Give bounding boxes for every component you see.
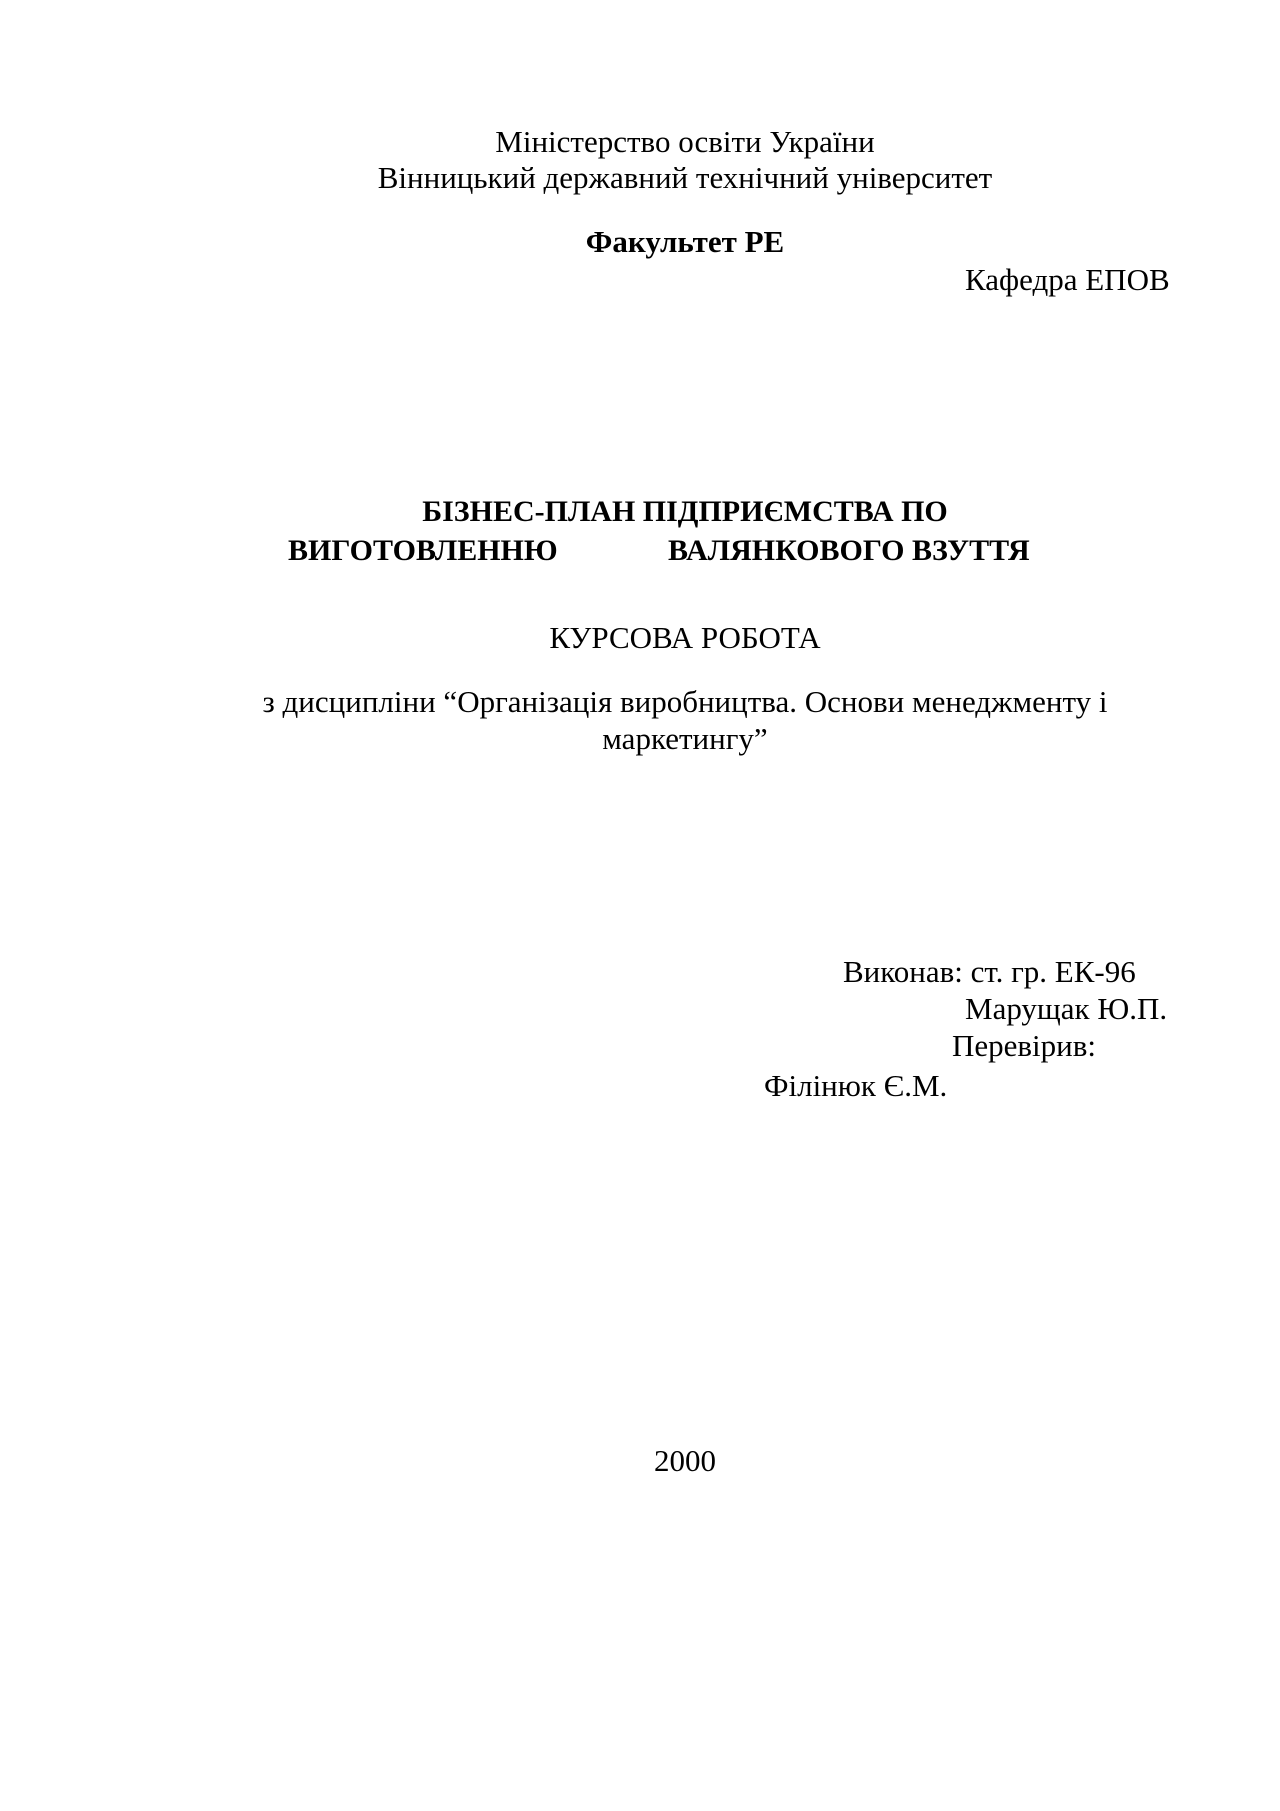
supervisor-name-line: Філінюк Є.М. xyxy=(764,1068,948,1103)
discipline-line-1: з дисципліни “Організація виробництва. Основи менеджменту і xyxy=(262,684,1108,719)
work-type-line: КУРСОВА РОБОТА xyxy=(549,620,821,655)
student-name-line: Марущак Ю.П. xyxy=(965,991,1168,1026)
university-line: Вінницький державний технічний університет xyxy=(377,160,993,195)
title-line-1: БІЗНЕС-ПЛАН ПІДПРИЄМСТВА ПО xyxy=(422,495,948,528)
department-line: Кафедра ЕПОВ xyxy=(965,262,1170,297)
title-line-2-part-2: ВАЛЯНКОВОГО ВЗУТТЯ xyxy=(668,534,1030,567)
checked-by-line: Перевірив: xyxy=(952,1028,1096,1063)
faculty-line: Факультет РЕ xyxy=(585,224,785,259)
title-line-2-part-1: ВИГОТОВЛЕННЮ xyxy=(288,534,558,567)
year-line: 2000 xyxy=(654,1443,716,1478)
performed-by-line: Виконав: ст. гр. ЕК-96 xyxy=(843,954,1136,989)
ministry-line: Міністерство освіти України xyxy=(495,124,875,159)
discipline-line-2: маркетингу” xyxy=(602,721,768,756)
